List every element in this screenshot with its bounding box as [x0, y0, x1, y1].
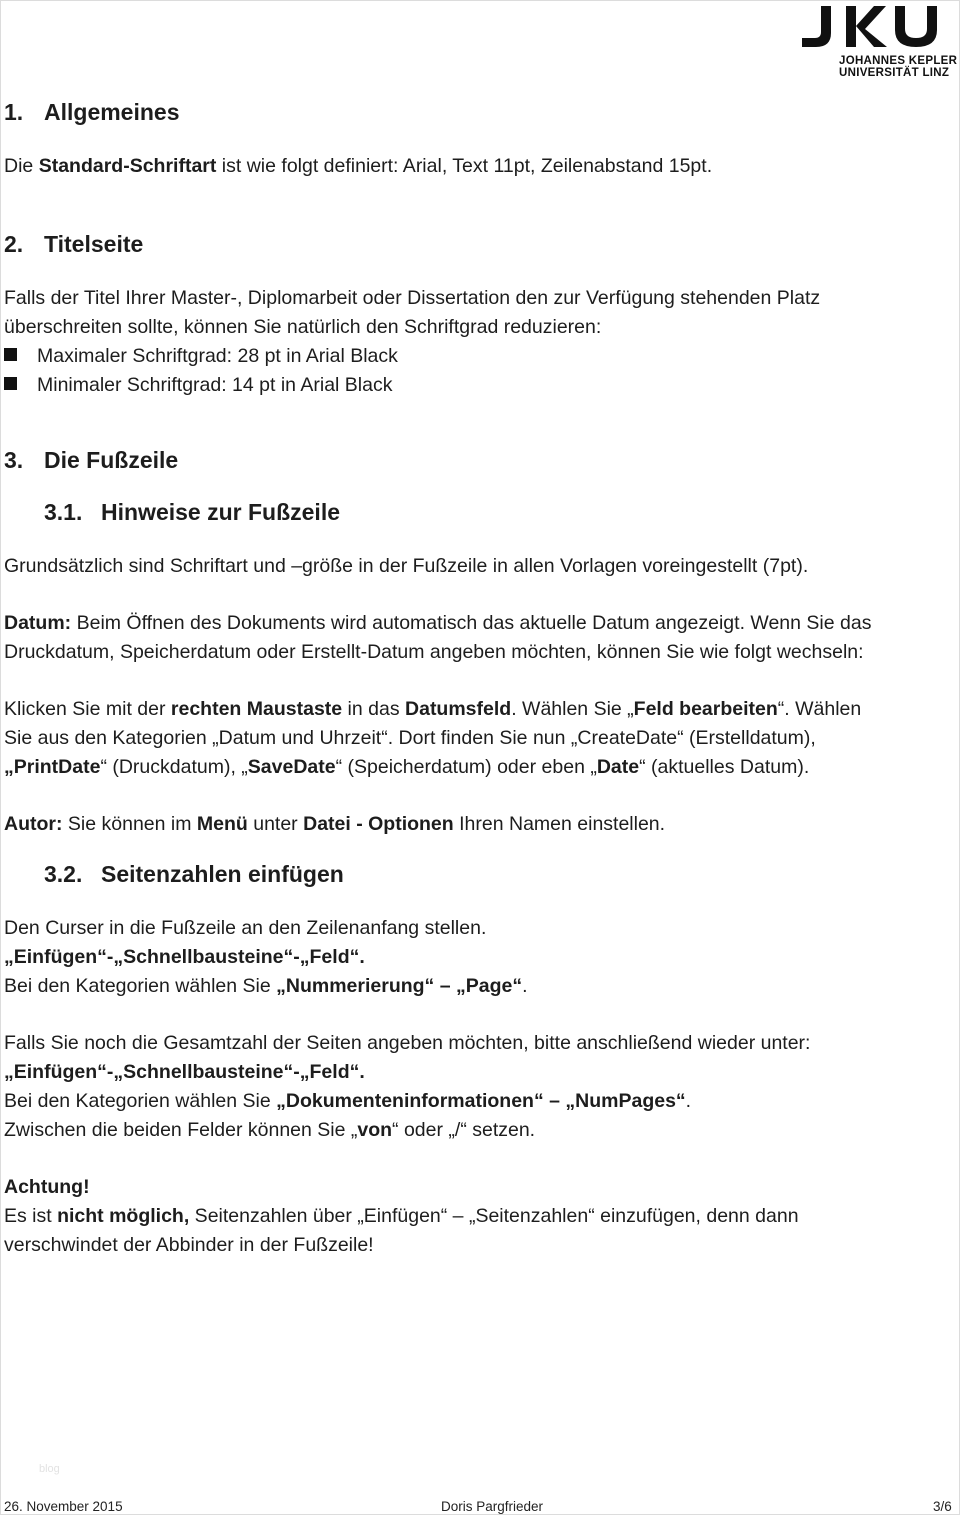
- text-run: “ (Druckdatum), „: [100, 756, 248, 778]
- paragraph-klicken-line-2: Sie aus den Kategorien „Datum und Uhrzeit“. Dort finden Sie nun „CreateDate“ (Erstelldatum),: [4, 727, 816, 749]
- heading-number: 2.: [4, 231, 24, 257]
- text-run: Sie können im: [62, 813, 197, 835]
- text-run: Ihren Namen einstellen.: [453, 813, 666, 835]
- text-run: Die: [4, 155, 39, 177]
- bullet-item: [4, 342, 398, 371]
- paragraph-einfuegen-path-1: „Einfügen“-„Schnellbausteine“-„Feld“.: [4, 946, 365, 968]
- heading-title: Seitenzahlen einfügen: [101, 861, 344, 887]
- footer-author: Doris Pargfrieder: [441, 1499, 544, 1514]
- bold-run: rechten Maustaste: [170, 698, 343, 720]
- square-bullet-icon: [4, 377, 17, 390]
- paragraph-klicken-line-3: [4, 753, 809, 782]
- paragraph-datum-line-2: Druckdatum, Speicherdatum oder Erstellt-Datum angeben möchten, können Sie wie folgt wechseln:: [4, 641, 864, 663]
- heading-allgemeines: [4, 99, 180, 126]
- watermark-text: blog: [39, 1463, 60, 1475]
- subheading-hinweise: [44, 499, 340, 526]
- bold-run: Datum:: [4, 612, 72, 634]
- paragraph-klicken-line-1: [4, 695, 861, 724]
- bullet-item: [4, 371, 392, 400]
- bold-run: Datumsfeld: [405, 698, 512, 720]
- text-run: Seitenzahlen über „Einfügen“ – „Seitenzahlen“ einzufügen, denn dann: [189, 1205, 799, 1227]
- subheading-seitenzahlen: [44, 861, 344, 888]
- heading-title: Titelseite: [44, 231, 144, 257]
- bold-run: Feld bearbeiten: [633, 698, 778, 720]
- paragraph-einfuegen-path-2: „Einfügen“-„Schnellbausteine“-„Feld“.: [4, 1061, 365, 1083]
- bold-run: Autor:: [4, 813, 63, 835]
- bold-run: Datei - Optionen: [303, 813, 454, 835]
- bold-run: Standard-Schriftart: [38, 155, 217, 177]
- paragraph-kategorien-2: [4, 1087, 691, 1116]
- heading-number: 1.: [4, 99, 24, 125]
- text-run: Klicken Sie mit der: [4, 698, 171, 720]
- text-run: .: [522, 975, 528, 997]
- paragraph-autor: [4, 810, 665, 839]
- logo-line-2: UNIVERSITÄT LINZ: [839, 67, 950, 79]
- text-run: in das: [342, 698, 406, 720]
- text-run: Bei den Kategorien wählen Sie: [4, 975, 277, 997]
- bullet-text: Maximaler Schriftgrad: 28 pt in Arial Black: [37, 345, 398, 367]
- paragraph-curser: Den Curser in die Fußzeile an den Zeilenanfang stellen.: [4, 917, 487, 939]
- bold-run: nicht möglich,: [57, 1205, 190, 1227]
- heading-title: Die Fußzeile: [44, 447, 179, 473]
- text-run: Zwischen die beiden Felder können Sie „: [4, 1119, 358, 1141]
- paragraph-achtung-line-1: [4, 1202, 799, 1231]
- paragraph-gesamtzahl: Falls Sie noch die Gesamtzahl der Seiten angeben möchten, bitte anschließend wieder unter:: [4, 1032, 811, 1054]
- bold-run: Date: [596, 756, 640, 778]
- footer-page-number: 3/6: [933, 1499, 952, 1514]
- paragraph-kategorien-1: [4, 972, 528, 1001]
- bold-run: SaveDate: [247, 756, 336, 778]
- bullet-text: Minimaler Schriftgrad: 14 pt in Arial Black: [37, 374, 393, 396]
- paragraph-zwischen: [4, 1116, 535, 1145]
- text-run: . Wählen Sie „: [511, 698, 634, 720]
- heading-title: Hinweise zur Fußzeile: [101, 499, 340, 525]
- bold-run: PrintDate: [13, 756, 101, 778]
- text-run: “. Wählen: [777, 698, 862, 720]
- paragraph-datum-line-1: [4, 609, 871, 638]
- text-run: unter: [247, 813, 304, 835]
- heading-fusszeile: [4, 447, 178, 474]
- text-run: Beim Öffnen des Dokuments wird automatisch das aktuelle Datum angezeigt. Wenn Sie das: [71, 612, 872, 634]
- paragraph-achtung: Achtung!: [4, 1176, 90, 1198]
- logo-line-1: JOHANNES KEPLER: [839, 55, 958, 67]
- text-run: Es ist: [4, 1205, 58, 1227]
- heading-number: 3.2.: [44, 861, 83, 887]
- bold-run: von: [357, 1119, 393, 1141]
- text-run: .: [685, 1090, 692, 1112]
- bold-run: „: [4, 756, 14, 778]
- square-bullet-icon: [4, 348, 17, 361]
- bold-run: „Nummerierung“ – „Page“: [276, 975, 523, 997]
- bold-run: Menü: [196, 813, 248, 835]
- text-run: “ oder „/“ setzen.: [392, 1119, 536, 1141]
- heading-number: 3.: [4, 447, 24, 473]
- heading-number: 3.1.: [44, 499, 83, 525]
- text-run: Bei den Kategorien wählen Sie: [4, 1090, 277, 1112]
- heading-title: Allgemeines: [44, 99, 180, 125]
- text-run: ist wie folgt definiert: Arial, Text 11pt, Zeilenabstand 15pt.: [216, 155, 713, 177]
- heading-titelseite: [4, 231, 143, 258]
- text-run: “ (Speicherdatum) oder eben „: [335, 756, 597, 778]
- paragraph-titel-line-1: Falls der Titel Ihrer Master-, Diplomarbeit oder Dissertation den zur Verfügung stehenden Platz: [4, 287, 821, 309]
- paragraph-grundsaetzlich: Grundsätzlich sind Schriftart und –größe in der Fußzeile in allen Vorlagen voreingestellt (7pt).: [4, 555, 809, 577]
- paragraph-titel-line-2: überschreiten sollte, können Sie natürlich den Schriftgrad reduzieren:: [4, 316, 602, 338]
- paragraph-standard-font: [4, 152, 712, 181]
- bold-run: „Dokumenteninformationen“ – „NumPages“: [276, 1090, 686, 1112]
- text-run: “ (aktuelles Datum).: [639, 756, 810, 778]
- paragraph-achtung-line-2: verschwindet der Abbinder in der Fußzeile!: [4, 1234, 374, 1256]
- footer-date: 26. November 2015: [4, 1499, 123, 1514]
